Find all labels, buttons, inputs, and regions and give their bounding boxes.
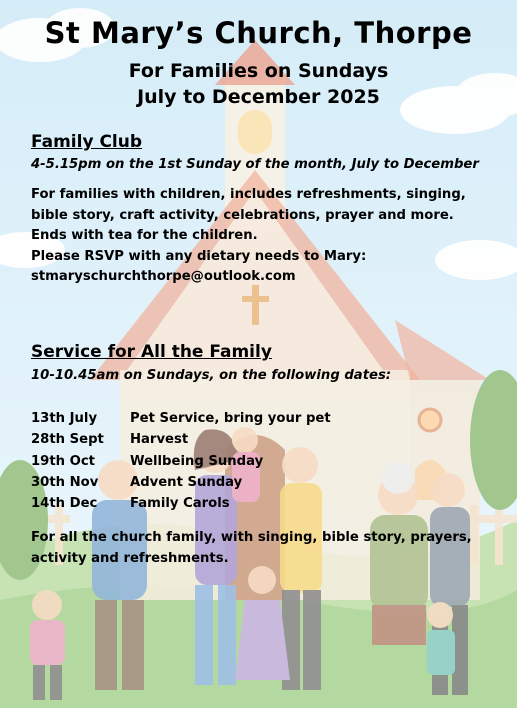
service-date: 14th Dec — [31, 496, 98, 512]
family-club-heading: Family Club — [31, 132, 143, 152]
service-event: Advent Sunday — [130, 474, 243, 490]
service-date: 28th Sept — [31, 432, 104, 448]
closing-line: For all the church family, with singing, bible story, prayers, — [31, 530, 472, 545]
service-event: Family Carols — [130, 496, 230, 512]
service-event: Harvest — [130, 432, 189, 448]
page-title: St Mary’s Church, Thorpe — [44, 16, 473, 50]
contact-email[interactable]: stmaryschurchthorpe@outlook.com — [31, 269, 296, 284]
page-subtitle: For Families on Sundays — [128, 60, 389, 82]
description-line: For families with children, includes refreshments, singing, — [31, 187, 466, 202]
list-item — [31, 472, 331, 493]
description-line: Ends with tea for the children. — [31, 228, 258, 243]
service-date: 13th July — [31, 411, 98, 426]
list-item — [31, 408, 331, 429]
description-line: Please RSVP with any dietary needs to Mary: — [31, 248, 367, 264]
family-service-timing: 10-10.45am on Sundays, on the following dates: — [31, 368, 392, 383]
closing-line: activity and refreshments. — [31, 550, 229, 566]
family-service-heading: Service for All the Family — [31, 342, 272, 362]
family-club-description — [31, 185, 501, 288]
list-item — [31, 493, 331, 514]
service-date: 19th Oct — [31, 453, 95, 469]
service-dates-list — [31, 408, 331, 514]
family-club-timing: 4-5.15pm on the 1st Sunday of the month, July to December — [31, 157, 479, 172]
description-line: bible story, craft activity, celebrations, prayer and more. — [31, 207, 454, 223]
list-item — [31, 429, 331, 450]
date-range: July to December 2025 — [137, 86, 380, 108]
service-date: 30th Nov — [31, 474, 99, 490]
service-event: Pet Service, bring your pet — [130, 411, 331, 426]
list-item — [31, 451, 331, 472]
service-event: Wellbeing Sunday — [130, 453, 264, 469]
family-service-closing — [31, 528, 501, 569]
